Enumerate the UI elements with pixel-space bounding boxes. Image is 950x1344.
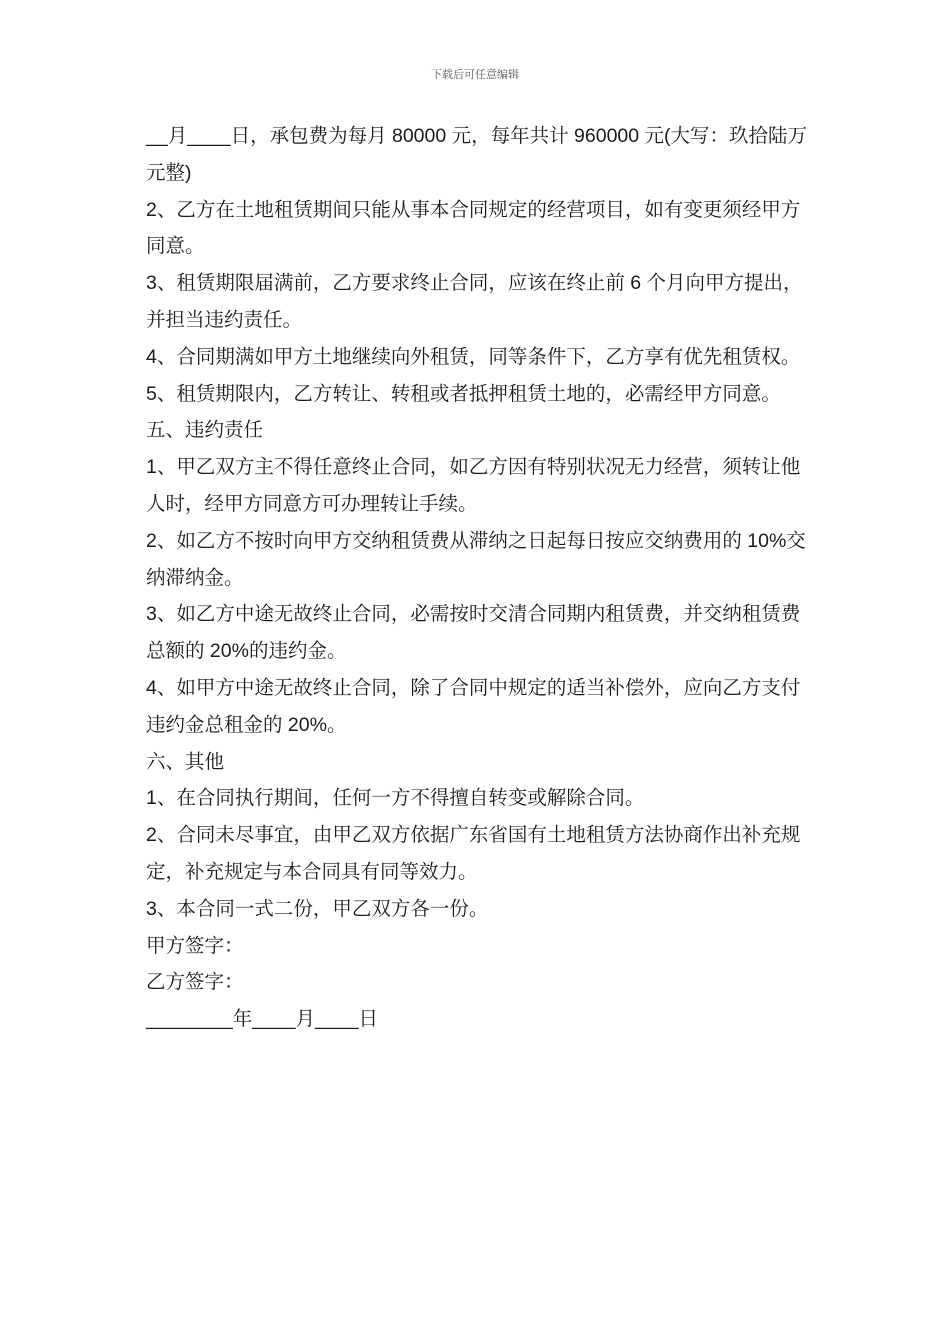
paragraph-clause-2: 2、乙方在土地租赁期间只能从事本合同规定的经营项目，如有变更须经甲方同意。 [146, 198, 801, 258]
paragraph-other-2: 2、合同未尽事宜，由甲乙双方依据广东省国有土地租赁方法协商作出补充规定，补充规定与本合同具有同等效力。 [146, 824, 801, 883]
page-header-note: 下载后可任意编辑 [431, 68, 519, 81]
document-body [146, 118, 810, 1038]
signature-party-a: 甲方签字： [146, 934, 244, 957]
paragraph-other-1: 1、在合同执行期间，任何一方不得擅自转变或解除合同。 [146, 787, 645, 810]
paragraph-other-3: 3、本合同一式二份，甲乙双方各一份。 [146, 897, 489, 920]
paragraph-clause-5: 5、租赁期限内，乙方转让、转租或者抵押租赁土地的，必需经甲方同意。 [146, 382, 781, 405]
paragraph-fee: __月____日，承包费为每月 80000 元，每年共计 960000 元(大写：玖拾陆万元整) [146, 125, 808, 184]
section-heading-breach: 五、违约责任 [146, 419, 264, 442]
signature-date: ________年____月____日 [146, 1008, 379, 1031]
paragraph-breach-2: 2、如乙方不按时向甲方交纳租赁费从滞纳之日起每日按应交纳费用的 10%交纳滞纳金。 [146, 529, 806, 589]
paragraph-breach-4: 4、如甲方中途无故终止合同，除了合同中规定的适当补偿外，应向乙方支付违约金总租金的 20%。 [146, 676, 801, 736]
signature-party-b: 乙方签字： [146, 971, 244, 994]
paragraph-clause-3: 3、租赁期限届满前，乙方要求终止合同，应该在终止前 6 个月向甲方提出，并担当违约责任。 [146, 272, 803, 331]
paragraph-breach-1: 1、甲乙双方主不得任意终止合同，如乙方因有特别状况无力经营，须转让他人时，经甲方同意方可办理转让手续。 [146, 456, 801, 515]
paragraph-breach-3: 3、如乙方中途无故终止合同，必需按时交清合同期内租赁费，并交纳租赁费总额的 20%的违约金。 [146, 603, 801, 663]
section-heading-other: 六、其他 [146, 750, 225, 773]
paragraph-clause-4: 4、合同期满如甲方土地继续向外租赁，同等条件下，乙方享有优先租赁权。 [146, 345, 801, 368]
